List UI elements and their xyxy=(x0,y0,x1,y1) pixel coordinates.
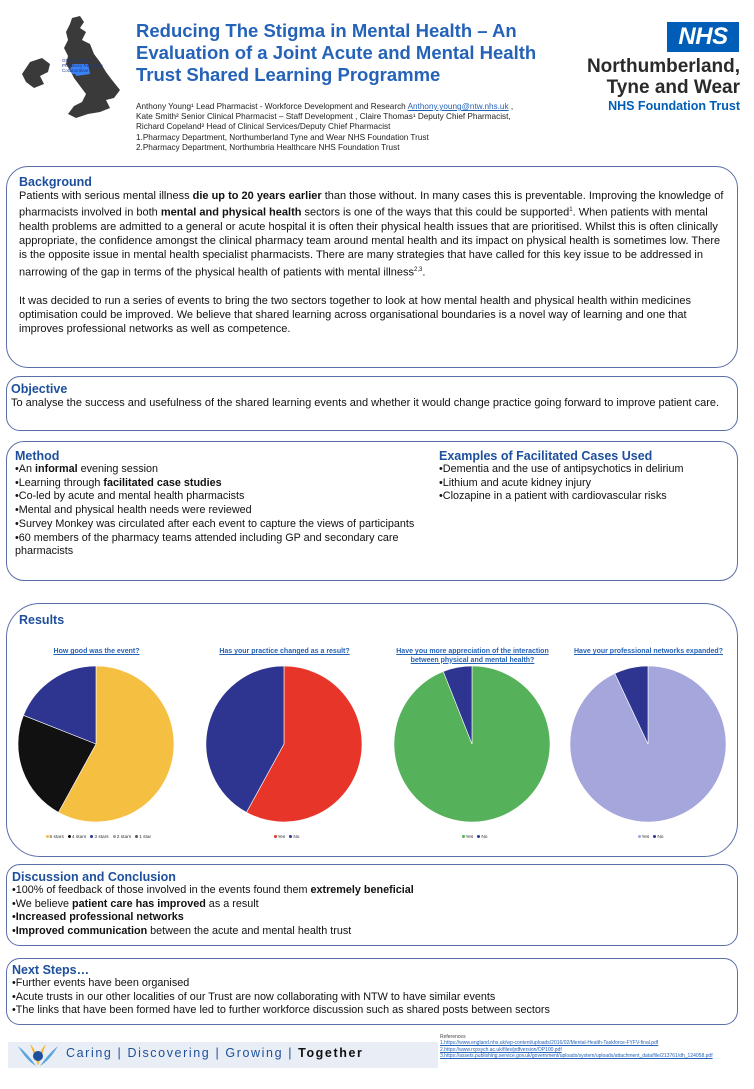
chart-legend xyxy=(270,835,300,840)
method-list xyxy=(15,463,425,559)
poster-title: Reducing The Stigma in Mental Health – An Evaluation of a Joint Acute and Mental Health Trust Shared Learning Programme xyxy=(136,20,537,85)
objective-text: To analyse the success and usefulness of the shared learning events and whether it would change practice going forward to improve patient care. xyxy=(11,397,720,409)
legend-label: No xyxy=(657,835,664,840)
method-item: •Co-led by acute and mental health pharmacists xyxy=(15,490,245,503)
discussion-item: •We believe patient care has improved as a result xyxy=(12,897,259,910)
author-1-punct: , xyxy=(508,102,514,111)
separator: | xyxy=(215,1046,221,1060)
legend-label: 2 stars xyxy=(116,835,132,840)
author-email-link[interactable]: Anthony.young@ntw.nhs.uk xyxy=(407,102,509,111)
chart-legend xyxy=(634,835,664,840)
legend-label: 4 stars xyxy=(71,835,87,840)
value-caring: Caring xyxy=(66,1046,113,1060)
background-panel xyxy=(6,166,738,368)
next-steps-list xyxy=(12,977,732,1018)
pie-svg xyxy=(17,665,175,823)
reference-link-3[interactable]: 3.https://assets.publishing.service.gov.uk/government/uploads/system/uploads/attachment_data/file/213761/dh_124058.pdf xyxy=(440,1053,713,1060)
next-steps-title: Next Steps… xyxy=(12,963,90,977)
discussion-item: •Improved communication between the acute and mental health trust xyxy=(12,925,352,938)
method-item: •Learning through facilitated case studies xyxy=(15,476,222,489)
author-line-2: Kate Smith² Senior Clinical Pharmacist – Staff Development , Claire Thomas¹ Deputy Chief Pharmacist, xyxy=(136,112,511,122)
cases-list xyxy=(439,463,735,504)
references xyxy=(440,1034,740,1060)
trust-name-line-2: Tyne and Wear xyxy=(606,77,740,98)
bg-citation-1: 1 xyxy=(569,207,573,214)
background-paragraph-2: It was decided to run a series of events to bring the two sectors together to look at how mental health and physical health within medicines optimisation could be improved. We believe that shared learning across organisational boundaries is a novel way of learning and one that improves professional networks as well as competence. xyxy=(19,294,691,335)
legend-swatch xyxy=(477,835,480,838)
chart-legend xyxy=(42,835,152,840)
nhs-logo: NHS xyxy=(667,22,739,52)
trust-name xyxy=(560,56,740,98)
results-title: Results xyxy=(19,613,65,627)
next-step-item: •The links that have been formed have led to further workforce discussion such as shared posts between sectors xyxy=(12,1004,550,1017)
bg-bold-b: die up to 20 years earlier xyxy=(192,190,322,202)
separator: | xyxy=(117,1046,123,1060)
pie-svg xyxy=(205,665,363,823)
legend-label: Yes xyxy=(465,835,474,840)
method-item: •60 members of the pharmacy teams attended including GP and secondary care pharmacists xyxy=(15,531,399,558)
bg-citation-2: 2,3 xyxy=(414,266,423,273)
next-step-item: •Further events have been organised xyxy=(12,977,190,989)
case-item: •Clozapine in a patient with cardiovascular risks xyxy=(439,490,667,503)
objective-panel xyxy=(6,376,738,431)
method-item: •Survey Monkey was circulated after each event to capture the views of participants xyxy=(15,517,415,530)
legend-swatch xyxy=(653,835,656,838)
method-panel xyxy=(6,441,738,581)
legend-label: 1 star xyxy=(139,835,152,840)
value-discovering: Discovering xyxy=(127,1046,211,1060)
legend-swatch xyxy=(68,835,71,838)
legend-label: Yes xyxy=(641,835,650,840)
pie-chart-1 xyxy=(9,648,184,848)
legend-label: No xyxy=(481,835,488,840)
discussion-item: •100% of feedback of those involved in the events found them extremely beneficial xyxy=(12,884,414,896)
legend-swatch xyxy=(113,835,116,838)
bg-text-g: . xyxy=(422,266,426,279)
chart-title: Has your practice changed as a result? xyxy=(219,648,350,655)
reference-link-1[interactable]: 1.https://www.england.nhs.uk/wp-content/uploads/2016/02/Mental-Health-Taskforce-FYFV-final.pdf xyxy=(440,1040,659,1047)
bg-text-c: than those without. In many cases this is preventable. Improving the knowledge of pharmacists involved in both xyxy=(19,190,724,219)
legend-swatch xyxy=(274,835,277,838)
discussion-item: •Increased professional networks xyxy=(12,911,184,924)
footer-values xyxy=(66,1046,364,1060)
bg-text-a: Patients with serious mental illness xyxy=(19,190,193,202)
pie-chart-2 xyxy=(197,648,372,848)
legend-label: No xyxy=(293,835,300,840)
affiliation-2: 2.Pharmacy Department, Northumbria Healthcare NHS Foundation Trust xyxy=(136,142,400,152)
background-text xyxy=(19,189,725,336)
author-line-3: Richard Copeland² Head of Clinical Services/Deputy Chief Pharmacist xyxy=(136,122,391,132)
trust-name-line-1: Northumberland, xyxy=(586,56,740,77)
chart-title: Have you more appreciation of the interaction between physical and mental health? xyxy=(396,648,549,664)
discussion-panel xyxy=(6,864,738,946)
poster-header xyxy=(0,0,754,160)
chart-legend xyxy=(458,835,488,840)
legend-swatch xyxy=(289,835,292,838)
discussion-title: Discussion and Conclusion xyxy=(12,870,176,884)
legend-swatch xyxy=(90,835,93,838)
legend-swatch xyxy=(46,835,49,838)
legend-label: 5 stars xyxy=(49,835,64,840)
legend-label: Yes xyxy=(277,835,286,840)
value-together: Together xyxy=(298,1046,364,1060)
background-paragraph-1 xyxy=(19,189,725,280)
affiliation-1: 1.Pharmacy Department, Northumberland Tyne and Wear NHS Foundation Trust xyxy=(136,132,429,142)
discussion-list xyxy=(12,884,732,939)
author-list xyxy=(136,102,576,153)
results-panel xyxy=(6,603,738,857)
separator: | xyxy=(288,1046,294,1060)
bg-text-e: sectors is one of the ways that this could be supported xyxy=(301,206,570,219)
references-title: References xyxy=(440,1034,466,1040)
method-title: Method xyxy=(15,449,60,463)
reference-link-2[interactable]: 2.https://www.rcpsych.ac.uk/files/pdfversion/OP100.pdf xyxy=(440,1046,562,1053)
legend-swatch xyxy=(135,835,138,838)
chart-title: How good was the event? xyxy=(53,648,140,655)
method-item: •Mental and physical health needs were reviewed xyxy=(15,504,252,517)
author-1-text: Anthony Young¹ Lead Pharmacist - Workforce Development and Research xyxy=(136,102,408,111)
legend-label: 3 stars xyxy=(94,835,109,840)
bg-bold-d: mental and physical health xyxy=(160,206,302,219)
method-column xyxy=(15,449,425,559)
objective-title: Objective xyxy=(11,382,68,396)
next-steps-panel xyxy=(6,958,738,1025)
bg-text-f: . When patients with mental health problems are admitted to a general or acute hospital it is often their physical health issues that are prioritised. Whilst this is often clinically appropriate, the confidence amongst the clinical pharmacy team around mental health and its impact on physical health is sometimes low. There is the opposite issue in mental health specialist pharmacists. There are many strategies that have called for this key issue to be addressed in narrowing of the gap in terms of the physical health of patients with mental illness xyxy=(19,206,721,279)
background-title: Background xyxy=(19,175,92,189)
pie-svg xyxy=(393,665,551,823)
value-growing: Growing xyxy=(225,1046,284,1060)
chart-title: Have your professional networks expanded? xyxy=(574,648,723,655)
pie-chart-3 xyxy=(385,648,560,848)
cases-column xyxy=(439,449,735,504)
next-step-item: •Acute trusts in our other localities of our Trust are now collaborating with NTW to have similar events xyxy=(12,990,496,1003)
pie-chart-4 xyxy=(561,648,736,848)
legend-swatch xyxy=(462,835,465,838)
method-item: •An informal evening session xyxy=(15,463,159,475)
trust-subtitle: NHS Foundation Trust xyxy=(608,99,740,113)
case-item: •Dementia and the use of antipsychotics in delirium xyxy=(439,463,684,475)
legend-swatch xyxy=(638,835,641,838)
cases-title: Examples of Facilitated Cases Used xyxy=(439,449,653,463)
author-line-1 xyxy=(136,102,576,112)
map-caption: GREAT NORTH Pharmacy Research Collaborative xyxy=(62,58,103,73)
pie-svg xyxy=(569,665,727,823)
case-item: •Lithium and acute kidney injury xyxy=(439,476,592,489)
